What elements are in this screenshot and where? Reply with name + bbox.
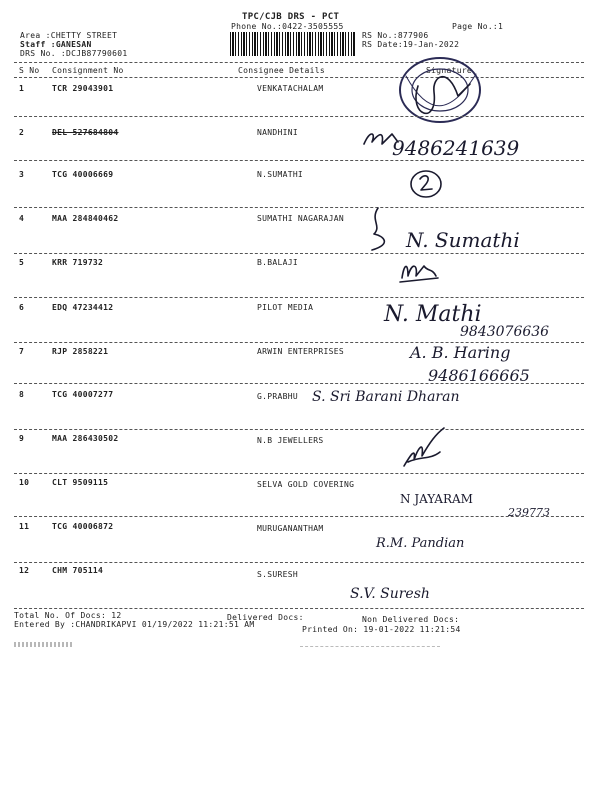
consignee-name: NANDHINI: [257, 128, 298, 137]
row-divider: [14, 473, 584, 474]
row-number: 8: [19, 390, 25, 399]
row-number: 3: [19, 170, 25, 179]
consignee-name: S.SURESH: [257, 570, 298, 579]
row-divider: [14, 562, 584, 563]
consignee-name: N.B JEWELLERS: [257, 436, 324, 445]
signature-row-3: [410, 168, 446, 200]
area-label: Area :CHETTY STREET: [20, 31, 118, 40]
signature-row-5: [398, 258, 442, 286]
handwritten-name-row-7: A. B. Haring: [410, 343, 511, 362]
consignment-number: RJP 2858221: [52, 347, 109, 356]
drs-number: DRS No. :DCJB87790601: [20, 49, 128, 58]
rs-date: RS Date:19-Jan-2022: [362, 40, 460, 49]
handwritten-name-row-6: N. Mathi: [384, 302, 482, 327]
faded-line: [300, 646, 440, 647]
row-number: 5: [19, 258, 25, 267]
row-divider: [14, 429, 584, 430]
row-number: 4: [19, 214, 25, 223]
row-number: 7: [19, 347, 25, 356]
row-divider: [14, 516, 584, 517]
delivered-docs: Delivered Docs:: [227, 613, 304, 622]
handwritten-name-row-8: S. Sri Barani Dharan: [312, 389, 460, 405]
row-number: 2: [19, 128, 25, 137]
consignment-number: EDQ 47234412: [52, 303, 114, 312]
row-divider: [14, 116, 584, 117]
row-divider: [14, 207, 584, 208]
row-number: 6: [19, 303, 25, 312]
row-number: 11: [19, 522, 30, 531]
entered-by: Entered By :CHANDRIKAPVI 01/19/2022 11:21:51 AM: [14, 620, 255, 629]
consignee-name: N.SUMATHI: [257, 170, 304, 179]
row-number: 1: [19, 84, 25, 93]
rs-number: RS No.:877906: [362, 31, 429, 40]
handwritten-name-row-11: R.M. Pandian: [376, 536, 465, 551]
handwritten-phone-row-2: 9486241639: [392, 136, 520, 160]
printed-on: Printed On: 19-01-2022 11:21:54: [302, 625, 461, 634]
signature-row-9: [400, 426, 448, 470]
row-divider: [14, 160, 584, 161]
row-divider: [14, 297, 584, 298]
header-divider-top: [14, 62, 584, 63]
consignment-number: TCG 40006872: [52, 522, 114, 531]
handwritten-name-row-10: N JAYARAM: [400, 492, 473, 506]
document-title: TPC/CJB DRS - PCT: [242, 12, 340, 22]
consignee-name: SUMATHI NAGARAJAN: [257, 214, 344, 223]
row-number: 9: [19, 434, 25, 443]
consignment-number: TCR 29043901: [52, 84, 114, 93]
consignment-number: MAA 284840462: [52, 214, 119, 223]
row-divider: [14, 608, 584, 609]
consignee-name: B.BALAJI: [257, 258, 298, 267]
consignment-number: TCG 40006669: [52, 170, 114, 179]
header-divider-bottom: [14, 77, 584, 78]
row-number: 12: [19, 566, 30, 575]
handwritten-phone-row-6: 9843076636: [460, 324, 550, 340]
consignee-name: SELVA GOLD COVERING: [257, 480, 355, 489]
consignment-number: KRR 719732: [52, 258, 104, 267]
row-number: 10: [19, 478, 30, 487]
non-delivered-docs: Non Delivered Docs:: [362, 615, 460, 624]
consignee-name: G.PRABHU: [257, 392, 298, 401]
handwritten-name-row-12: S.V. Suresh: [350, 586, 430, 602]
col-consignee: Consignee Details: [238, 66, 325, 75]
pen-stroke-row-4: [368, 206, 398, 252]
staff-label: Staff :GANESAN: [20, 40, 92, 49]
consignment-number: CLT 9509115: [52, 478, 109, 487]
consignee-name: ARWIN ENTERPRISES: [257, 347, 344, 356]
handwritten-name-row-4: N. Sumathi: [406, 228, 520, 252]
consignment-number: TCG 40007277: [52, 390, 114, 399]
handwritten-phone-row-7: 9486166665: [428, 366, 530, 385]
row-divider: [14, 383, 584, 384]
consignment-number: CHM 705114: [52, 566, 104, 575]
consignee-name: VENKATACHALAM: [257, 84, 324, 93]
col-consignment: Consignment No: [52, 66, 124, 75]
row-divider: [14, 253, 584, 254]
consignee-name: MURUGANANTHAM: [257, 524, 324, 533]
faded-print-residue: [14, 642, 74, 647]
consignment-number: DEL 527684804: [52, 128, 119, 137]
page-number: Page No.:1: [452, 22, 504, 31]
consignee-name: PILOT MEDIA: [257, 303, 314, 312]
phone-number: Phone No.:0422-3505555: [231, 22, 344, 31]
total-docs: Total No. Of Docs: 12: [14, 611, 122, 620]
col-sno: S No: [19, 66, 40, 75]
barcode: [230, 32, 355, 56]
col-signature: Signature: [426, 66, 473, 75]
handwritten-phone-row-10: 239773: [508, 506, 550, 519]
consignment-number: MAA 286430502: [52, 434, 119, 443]
